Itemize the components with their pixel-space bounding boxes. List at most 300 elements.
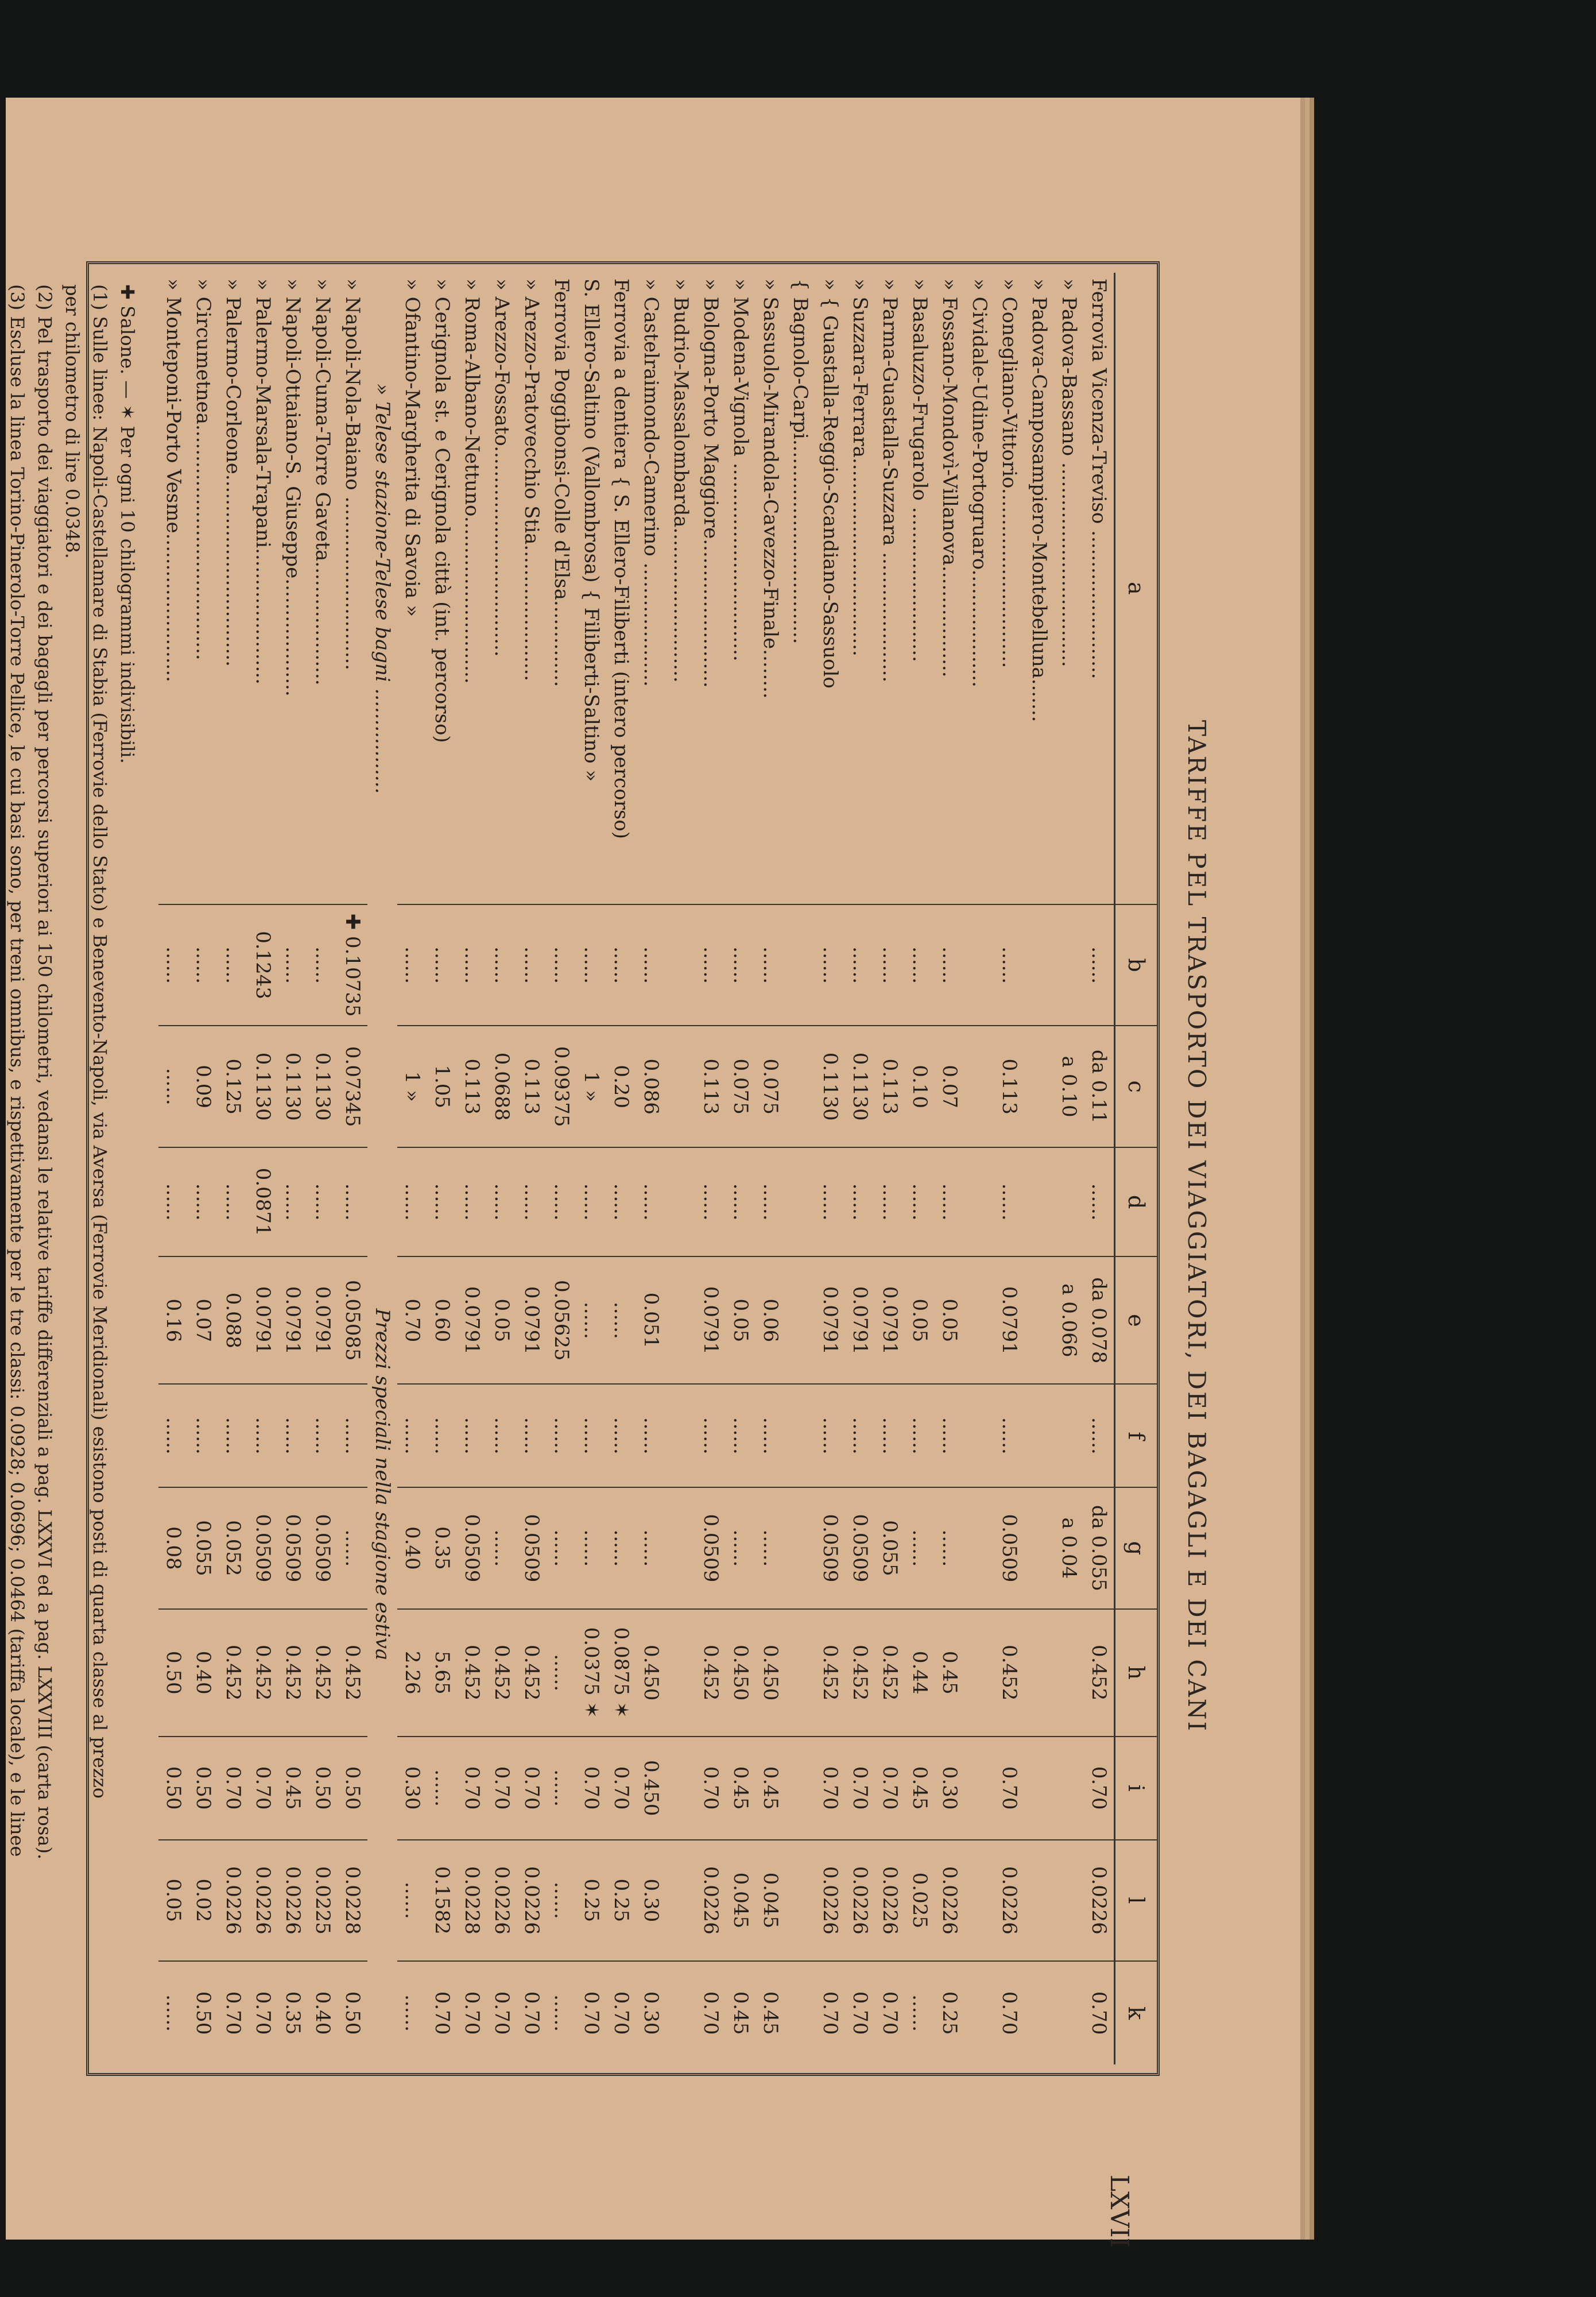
page-number: LXVII: [1105, 2174, 1134, 2248]
cell-e: 0.16: [158, 1256, 188, 1384]
cell-d: [666, 1147, 696, 1256]
route-name: » Monteponi-Porto Vesme........................: [162, 279, 185, 682]
cell-g: [785, 1487, 815, 1609]
cell-h: 0.452: [696, 1609, 726, 1737]
cell-c: 0.1130: [278, 1026, 308, 1147]
cell-g: 0.055: [188, 1487, 218, 1609]
cell-c: 0.113: [517, 1026, 547, 1147]
route-name: » Palermo-Marsala-Trapani......................: [251, 279, 274, 685]
cell-k: 0.70: [875, 1961, 905, 2064]
cell-d: ......: [994, 1147, 1024, 1256]
cell-d: [785, 1147, 815, 1256]
cell-f: ......: [994, 1384, 1024, 1487]
cell-f: ......: [517, 1384, 547, 1487]
table-row: [785, 273, 815, 2064]
cell-e: da 0.078: [1084, 1256, 1115, 1384]
cell-h: 0.452: [517, 1609, 547, 1737]
cell-b: ......: [576, 904, 606, 1026]
route-name: » Conegliano-Vittorio.............................: [998, 279, 1021, 668]
cell-l: 0.0226: [248, 1840, 278, 1962]
cell-k: 0.70: [457, 1961, 487, 2064]
cell-i: [1024, 1737, 1054, 1840]
cell-c: 0.113: [994, 1026, 1024, 1147]
route-name: » Bologna-Porto Maggiore........................: [699, 279, 722, 688]
cell-b: ......: [218, 904, 248, 1026]
route-name: » Fossano-Mondovì-Villanova..................: [938, 279, 961, 678]
cell-h: 0.452: [994, 1609, 1024, 1737]
cell-e: 0.0791: [308, 1256, 338, 1384]
cell-f: ......: [547, 1384, 576, 1487]
cell-d: ......: [427, 1147, 457, 1256]
cell-k: 0.70: [815, 1961, 845, 2064]
cell-d: ......: [875, 1147, 905, 1256]
cell-e: 0.60: [427, 1256, 457, 1384]
cell-k: 0.70: [696, 1961, 726, 2064]
cell-k: [1054, 1961, 1084, 2064]
cell-h: 0.452: [338, 1609, 367, 1737]
cell-l: [964, 1840, 994, 1962]
cell-f: [1024, 1384, 1054, 1487]
cell-g: 0.35: [427, 1487, 457, 1609]
route-name: » Arezzo-Pratovecchio Stia......................: [520, 279, 543, 682]
cell-f: ......: [457, 1384, 487, 1487]
route-name: » Padova-Camposampiero-Montebelluna.......: [1028, 279, 1051, 722]
cell-c: 1 »: [397, 1026, 427, 1147]
cell-g: 0.0509: [278, 1487, 308, 1609]
cell-h: ......: [547, 1609, 576, 1737]
cell-f: [1054, 1384, 1084, 1487]
cell-i: 0.70: [457, 1737, 487, 1840]
column-header-row: [1115, 273, 1157, 2064]
route-name: » Palermo-Corleone...............................: [222, 279, 245, 667]
cell-l: [666, 1840, 696, 1962]
header-title: TARIFFE PEL TRASPORTO DEI VIAGGIATORI, DEI BAGAGLI E DEI CANI: [1183, 720, 1211, 1733]
cell-g: 0.0509: [815, 1487, 845, 1609]
cell-l: 0.0226: [278, 1840, 308, 1962]
cell-l: [1054, 1840, 1084, 1962]
cell-c: [785, 1026, 815, 1147]
cell-h: 0.450: [756, 1609, 785, 1737]
column-header-a: a: [1115, 273, 1157, 904]
footnotes: [0, 273, 141, 2064]
route-name: » Napoli-Nola-Baiano ............................: [341, 279, 364, 671]
cell-i: 0.50: [338, 1737, 367, 1840]
table-row: [935, 273, 964, 2064]
cell-b: 0.1243: [248, 904, 278, 1026]
cell-d: ......: [547, 1147, 576, 1256]
cell-l: [785, 1840, 815, 1962]
cell-g: ......: [338, 1487, 367, 1609]
cell-h: 0.0375 ✶: [576, 1609, 606, 1737]
cell-b: ......: [606, 904, 636, 1026]
cell-f: ......: [308, 1384, 338, 1487]
cell-b: ......: [457, 904, 487, 1026]
footnote-line: (2) Pel trasporto dei viaggiatori e dei bagagli per percorsi superiori ai 150 chilometri, vedansi le relative tariffe differenziali a pag. LXXVI ed a pag. LXXVIII (carta rosa).: [34, 284, 56, 1860]
cell-i: 0.70: [815, 1737, 845, 1840]
table-row: [427, 273, 457, 2064]
cell-b: ......: [517, 904, 547, 1026]
cell-d: ......: [218, 1147, 248, 1256]
table-row: [964, 273, 994, 2064]
route-name: » Cerignola st. e Cerignola città (int. percorso): [431, 279, 454, 743]
table-row: [1054, 273, 1084, 2064]
cell-e: 0.0791: [517, 1256, 547, 1384]
route-name: » Suzzara-Ferrara................................: [849, 279, 871, 656]
cell-f: ......: [875, 1384, 905, 1487]
cell-h: 0.44: [905, 1609, 935, 1737]
footnote-line: (1) Sulle linee: Napoli-Castellamare di Stabia (Ferrovie dello Stato) e Benevento-Napoli, via Aversa (Ferrovie Meridionali) esistono posti di quarta classe al prezzo: [89, 284, 111, 1799]
cell-b: ......: [756, 904, 785, 1026]
cell-h: 0.452: [248, 1609, 278, 1737]
cell-k: 0.70: [427, 1961, 457, 2064]
cell-c: a 0.10: [1054, 1026, 1084, 1147]
cell-d: [1024, 1147, 1054, 1256]
table-row: [397, 273, 427, 2064]
table-row: [517, 273, 547, 2064]
cell-l: 0.0226: [845, 1840, 875, 1962]
cell-k: [666, 1961, 696, 2064]
cell-g: ......: [905, 1487, 935, 1609]
table-row: [338, 273, 367, 2064]
cell-i: 0.45: [756, 1737, 785, 1840]
cell-f: ......: [935, 1384, 964, 1487]
cell-f: ......: [248, 1384, 278, 1487]
route-name: { Bagnolo-Carpi.................................: [789, 279, 812, 644]
cell-k: 0.25: [935, 1961, 964, 2064]
cell-g: [1024, 1487, 1054, 1609]
cell-i: 0.450: [636, 1737, 666, 1840]
cell-i: 0.50: [308, 1737, 338, 1840]
cell-l: 0.0226: [994, 1840, 1024, 1962]
cell-i: 0.70: [576, 1737, 606, 1840]
cell-g: 0.08: [158, 1487, 188, 1609]
cell-h: 0.452: [457, 1609, 487, 1737]
table-row: [158, 273, 188, 2064]
cell-l: 0.25: [606, 1840, 636, 1962]
cell-k: [785, 1961, 815, 2064]
table-row: [875, 273, 905, 2064]
cell-h: [666, 1609, 696, 1737]
cell-g: 0.0509: [994, 1487, 1024, 1609]
table-row: [726, 273, 756, 2064]
cell-i: 0.50: [158, 1737, 188, 1840]
column-header-l: l: [1115, 1840, 1157, 1962]
cell-l: 0.0226: [487, 1840, 517, 1962]
cell-k: ......: [158, 1961, 188, 2064]
cell-i: 0.70: [1084, 1737, 1115, 1840]
route-name: Ferrovia Poggibonsi-Colle d'Elsa..............: [550, 279, 573, 687]
cell-k: 0.70: [576, 1961, 606, 2064]
cell-i: 0.70: [517, 1737, 547, 1840]
cell-b: ✚ 0.10735: [338, 904, 367, 1026]
cell-k: ......: [547, 1961, 576, 2064]
cell-l: 0.0226: [815, 1840, 845, 1962]
cell-d: ......: [935, 1147, 964, 1256]
column-header-g: g: [1115, 1487, 1157, 1609]
cell-d: ......: [308, 1147, 338, 1256]
cell-h: 0.452: [815, 1609, 845, 1737]
cell-h: 0.452: [875, 1609, 905, 1737]
cell-f: ......: [218, 1384, 248, 1487]
cell-e: 0.05625: [547, 1256, 576, 1384]
cell-h: 0.452: [845, 1609, 875, 1737]
cell-e: a 0.066: [1054, 1256, 1084, 1384]
cell-e: [964, 1256, 994, 1384]
cell-f: ......: [726, 1384, 756, 1487]
cell-i: 0.45: [278, 1737, 308, 1840]
page-header: [1171, 230, 1223, 2222]
cell-e: 0.0791: [845, 1256, 875, 1384]
cell-c: 0.086: [636, 1026, 666, 1147]
cell-b: ......: [278, 904, 308, 1026]
cell-k: 0.45: [726, 1961, 756, 2064]
cell-l: 0.0226: [218, 1840, 248, 1962]
cell-h: 0.450: [726, 1609, 756, 1737]
cell-d: ......: [696, 1147, 726, 1256]
table-row: [696, 273, 726, 2064]
cell-d: ......: [338, 1147, 367, 1256]
cell-c: 0.113: [457, 1026, 487, 1147]
table-row: [905, 273, 935, 2064]
route-name: » Roma-Albano-Nettuno...........................: [460, 279, 483, 684]
table-row: [188, 273, 218, 2064]
footnote-line: per chilometro di lire 0.0348.: [61, 284, 83, 559]
cell-k: 0.40: [308, 1961, 338, 2064]
cell-h: 0.45: [935, 1609, 964, 1737]
cell-g: 0.052: [218, 1487, 248, 1609]
cell-i: [964, 1737, 994, 1840]
cell-d: [964, 1147, 994, 1256]
column-header-f: f: [1115, 1384, 1157, 1487]
cell-c: 0.09: [188, 1026, 218, 1147]
cell-d: ......: [756, 1147, 785, 1256]
cell-d: ......: [815, 1147, 845, 1256]
cell-d: ......: [397, 1147, 427, 1256]
cell-i: 0.70: [487, 1737, 517, 1840]
cell-l: 0.025: [905, 1840, 935, 1962]
cell-g: [666, 1487, 696, 1609]
cell-i: [666, 1737, 696, 1840]
cell-f: ......: [397, 1384, 427, 1487]
cell-e: 0.088: [218, 1256, 248, 1384]
cell-d: ......: [158, 1147, 188, 1256]
cell-g: ......: [606, 1487, 636, 1609]
table-row: [248, 273, 278, 2064]
cell-f: ......: [158, 1384, 188, 1487]
cell-c: 0.075: [756, 1026, 785, 1147]
cell-g: ......: [726, 1487, 756, 1609]
route-name: S. Ellero-Saltino (Vallombrosa) { Filiberti-Saltino »: [580, 279, 603, 782]
cell-b: ......: [815, 904, 845, 1026]
table-row: [278, 273, 308, 2064]
cell-f: ......: [815, 1384, 845, 1487]
table-row: [666, 273, 696, 2064]
route-name: » Napoli-Cuma-Torre Gaveta....................: [311, 279, 334, 686]
cell-g: 0.0509: [248, 1487, 278, 1609]
cell-l: 0.045: [726, 1840, 756, 1962]
route-name: » Sassuolo-Mirandola-Cavezzo-Finale........: [759, 279, 782, 699]
cell-h: 2.26: [397, 1609, 427, 1737]
cell-c: da 0.11: [1084, 1026, 1115, 1147]
cell-i: 0.50: [188, 1737, 218, 1840]
cell-b: ......: [845, 904, 875, 1026]
cell-i: 0.30: [397, 1737, 427, 1840]
route-name: » Basaluzzo-Frugarolo .........................: [908, 279, 931, 662]
cell-f: ......: [338, 1384, 367, 1487]
route-name: » Telese stazione-Telese bagni .................: [371, 383, 394, 794]
cell-c: 0.113: [875, 1026, 905, 1147]
cell-d: ......: [1084, 1147, 1115, 1256]
cell-i: ......: [547, 1737, 576, 1840]
cell-g: ......: [636, 1487, 666, 1609]
cell-f: ......: [696, 1384, 726, 1487]
cell-d: ......: [487, 1147, 517, 1256]
cell-g: 0.0509: [696, 1487, 726, 1609]
cell-e: 0.0791: [875, 1256, 905, 1384]
cell-f: ......: [278, 1384, 308, 1487]
cell-i: 0.70: [218, 1737, 248, 1840]
cell-l: 0.0226: [696, 1840, 726, 1962]
cell-i: 0.45: [726, 1737, 756, 1840]
cell-i: 0.70: [875, 1737, 905, 1840]
cell-l: 0.0226: [935, 1840, 964, 1962]
cell-k: 0.70: [845, 1961, 875, 2064]
column-header-d: d: [1115, 1147, 1157, 1256]
cell-e: [666, 1256, 696, 1384]
cell-k: [1024, 1961, 1054, 2064]
table-row: [1084, 273, 1115, 2064]
cell-b: ......: [636, 904, 666, 1026]
table-row: [636, 273, 666, 2064]
cell-l: 0.0228: [338, 1840, 367, 1962]
cell-b: ......: [696, 904, 726, 1026]
cell-h: 0.0875 ✶: [606, 1609, 636, 1737]
cell-k: 0.70: [606, 1961, 636, 2064]
cell-k: 0.50: [338, 1961, 367, 2064]
cell-c: 0.09375: [547, 1026, 576, 1147]
footnote-line: ✚ Salone. — ✶ Per ogni 10 chilogrammi indivisibili.: [117, 284, 138, 764]
table-row: [606, 273, 636, 2064]
table-row: [1024, 273, 1054, 2064]
cell-b: ......: [726, 904, 756, 1026]
cell-k: ......: [397, 1961, 427, 2064]
cell-i: 0.45: [905, 1737, 935, 1840]
cell-f: [666, 1384, 696, 1487]
table-row: [218, 273, 248, 2064]
cell-h: 0.452: [218, 1609, 248, 1737]
cell-h: 0.452: [487, 1609, 517, 1737]
cell-k: 0.70: [1084, 1961, 1115, 2064]
cell-l: 0.0226: [1084, 1840, 1115, 1962]
cell-g: 0.0509: [517, 1487, 547, 1609]
route-name: » Cividale-Udine-Portogruaro...................: [968, 279, 991, 687]
cell-l: 0.0226: [875, 1840, 905, 1962]
cell-e: 0.051: [636, 1256, 666, 1384]
table-row: [756, 273, 785, 2064]
cell-g: ......: [547, 1487, 576, 1609]
cell-k: 0.35: [278, 1961, 308, 2064]
cell-g: 0.0509: [845, 1487, 875, 1609]
cell-l: 0.02: [188, 1840, 218, 1962]
cell-h: 0.450: [636, 1609, 666, 1737]
table-row: [457, 273, 487, 2064]
route-name: Ferrovia Vicenza-Treviso ........................: [1087, 279, 1110, 679]
cell-b: ......: [905, 904, 935, 1026]
cell-b: ......: [547, 904, 576, 1026]
cell-c: 0.1130: [815, 1026, 845, 1147]
table-row: [994, 273, 1024, 2064]
cell-d: 0.0871: [248, 1147, 278, 1256]
cell-g: 0.40: [397, 1487, 427, 1609]
cell-l: 0.05: [158, 1840, 188, 1962]
cell-b: [1054, 904, 1084, 1026]
cell-e: 0.07: [188, 1256, 218, 1384]
cell-k: 0.70: [994, 1961, 1024, 2064]
cell-k: 0.70: [487, 1961, 517, 2064]
cell-c: 0.1130: [308, 1026, 338, 1147]
cell-l: 0.0228: [457, 1840, 487, 1962]
cell-k: 0.30: [636, 1961, 666, 2064]
cell-f: ......: [845, 1384, 875, 1487]
cell-c: [964, 1026, 994, 1147]
footnote-line: (3) Escluse la linea Torino-Pinerolo-Torre Pellice, le cui basi sono, per treni omnibus, e rispettivamente per le tre classi: 0.0928; 0.0696; 0.0464 (tariffa locale), e le linee: [6, 284, 28, 1857]
cell-c: 0.0688: [487, 1026, 517, 1147]
cell-f: ......: [1084, 1384, 1115, 1487]
cell-h: 0.452: [1084, 1609, 1115, 1737]
cell-k: [964, 1961, 994, 2064]
cell-l: ......: [397, 1840, 427, 1962]
cell-c: ......: [158, 1026, 188, 1147]
column-header-i: i: [1115, 1737, 1157, 1840]
cell-e: 0.05: [935, 1256, 964, 1384]
row-note: Prezzi speciali nella stagione estiva: [371, 1308, 394, 1661]
cell-h: 0.50: [158, 1609, 188, 1737]
cell-b: ......: [1084, 904, 1115, 1026]
cell-e: [785, 1256, 815, 1384]
cell-c: [1024, 1026, 1054, 1147]
cell-g: ......: [576, 1487, 606, 1609]
table-row: [308, 273, 338, 2064]
table-row: [487, 273, 517, 2064]
cell-b: ......: [308, 904, 338, 1026]
cell-e: 0.0791: [248, 1256, 278, 1384]
route-name: » Parma-Guastalla-Suzzara .....................: [878, 279, 901, 683]
cell-c: 0.07: [935, 1026, 964, 1147]
cell-h: [1054, 1609, 1084, 1737]
table-row: [367, 273, 397, 2064]
route-name: » Padova-Bassano .................................: [1057, 279, 1080, 667]
cell-c: 0.07345: [338, 1026, 367, 1147]
route-name: » Modena-Vignola ................................: [729, 279, 752, 662]
route-name: » Circumetnea......................................: [192, 279, 215, 660]
cell-g: da 0.055: [1084, 1487, 1115, 1609]
cell-e: 0.05: [905, 1256, 935, 1384]
cell-e: 0.70: [397, 1256, 427, 1384]
cell-e: 0.05: [487, 1256, 517, 1384]
cell-l: 0.045: [756, 1840, 785, 1962]
cell-b: ......: [158, 904, 188, 1026]
cell-e: 0.0791: [457, 1256, 487, 1384]
cell-f: ......: [905, 1384, 935, 1487]
cell-d: ......: [576, 1147, 606, 1256]
cell-d: ......: [457, 1147, 487, 1256]
cell-d: ......: [188, 1147, 218, 1256]
cell-i: [785, 1737, 815, 1840]
cell-b: [785, 904, 815, 1026]
cell-g: 0.0509: [308, 1487, 338, 1609]
column-header-b: b: [1115, 904, 1157, 1026]
cell-i: [1054, 1737, 1084, 1840]
